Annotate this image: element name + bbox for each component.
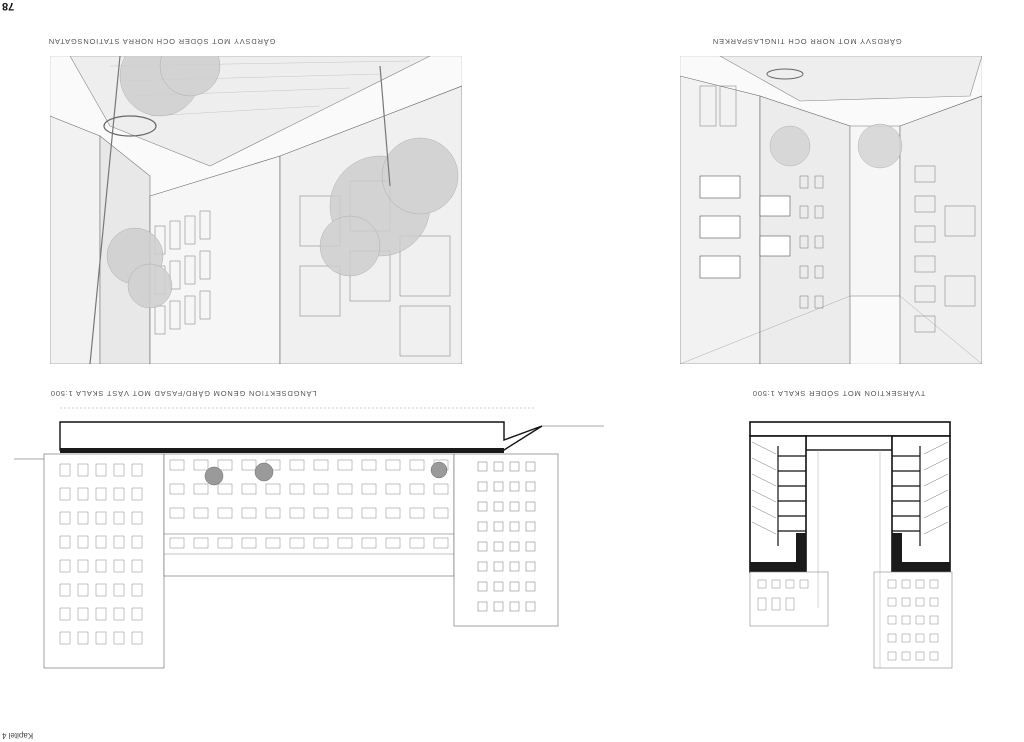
courtyard-perspective-north [680, 56, 982, 364]
caption-courtyard-view-south: GÅRDSVY MOT SÖDER OCH NORRA STATIONSGATAN [48, 37, 276, 46]
perspective-drawing-south [50, 56, 462, 364]
long-section-drawing [14, 404, 604, 672]
page-number: 78 [2, 0, 15, 12]
caption-courtyard-view-north: GÅRDSVY MOT NORR OCH TINGLASPARKEN [712, 37, 902, 46]
cross-section-drawing [748, 418, 954, 672]
chapter-footer: Kapitel 4 [2, 731, 34, 740]
cross-section-svg [748, 418, 954, 672]
courtyard-perspective-south [50, 56, 462, 364]
perspective-drawing-north [680, 56, 982, 364]
caption-cross-section: TVÄRSEKTION MOT SÖDER SKALA 1:500 [752, 389, 926, 398]
caption-long-section: LÄNGDSEKTION GENOM GÅRD/FASAD MOT VÄST SKALA 1:500 [50, 389, 317, 398]
long-section-svg [14, 404, 604, 672]
